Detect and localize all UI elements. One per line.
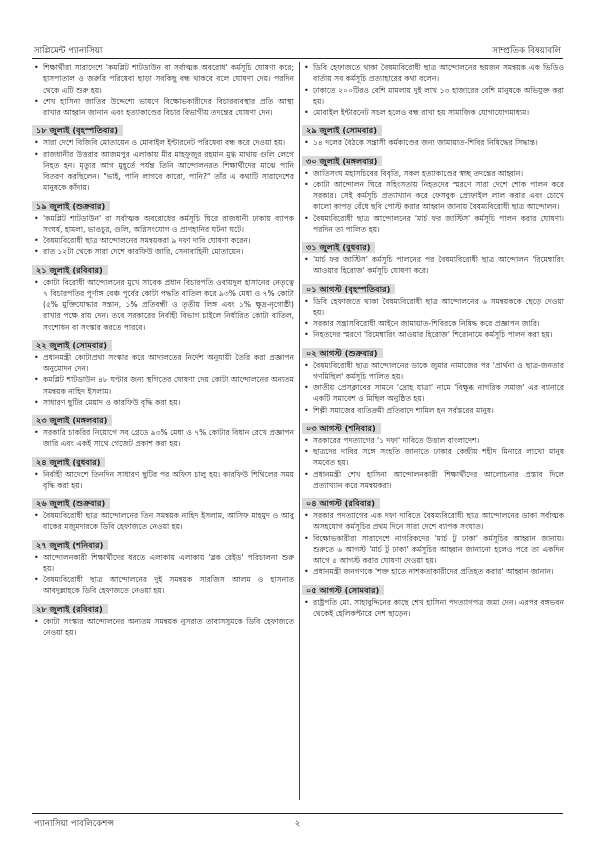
event-list	[32, 213, 294, 258]
event-list	[302, 168, 564, 236]
event-list	[302, 597, 564, 620]
event-item: • রাত ১২টা থেকে সারা দেশে কারফিউ জারি, সেনাবাহিনী মোতায়েন।	[32, 246, 294, 257]
date-heading: ২১ জুলাই (রবিবার)	[32, 265, 108, 276]
date-heading: ০১ আগস্ট (বৃহস্পতিবার)	[302, 284, 395, 295]
page-footer	[32, 813, 563, 830]
date-heading: ০৩ আগস্ট (শনিবার)	[302, 423, 381, 434]
event-item: • শিক্ষার্থীরা সারাদেশে 'কমপ্লিট শাটডাউন বা সর্বাত্মক অবরোধ' কর্মসূচি ঘোষণা করে; হাসপাতাল ও জরুরি পরিষেবা ছাড়া সবকিছু বন্ধ থাকবে বলে ঘোষণা দেয়। পরদিন থেকে এটি শুরু হয়।	[32, 62, 294, 96]
event-item: • রাজধানীর উত্তরার আজমপুর এলাকায় মীর মাহফুজুর রহমান মুগ্ধ মাথায় গুলি লেগে নিহত হন। মৃত্যুর আগ মুহূর্তে পর্যন্ত তিনি আন্দোলনরত শিক্ষার্থীদের মাঝে পানি বিতরণ করছিলেন। "ভাই, পানি লাগবে কারো, পানি?" তাঁর এ কথাটি সারাদেশের মানুষকে কাঁদায়।	[32, 149, 294, 194]
event-item: • কমপ্লিট শাটডাউন ৪৮ ঘণ্টার জন্য স্থগিতের ঘোষণা দেয় কোটা আন্দোলনের অন্যতম সমন্বয়ক নাহিদ ইসলাম।	[32, 374, 294, 397]
event-item: • বৈষম্যবিরোধী ছাত্র আন্দোলনের ডাকে জুমার নামাজের পর 'প্রার্থনা ও ছাত্র-জনতার গণমিছিল' কর্মসূচি পালিত হয়।	[302, 360, 564, 383]
event-item: • প্রধানমন্ত্রী জনগণকে 'শক্ত হাতে নাশকতাকারীদের প্রতিহত করার' আহ্বান জানান।	[302, 566, 564, 577]
event-item: • নির্বাহী আদেশে তিনদিন সাধারণ ছুটির পর অফিস চালু হয়। কারফিউ শিথিলের সময় বৃদ্ধি করা হয়।	[32, 469, 294, 492]
date-heading: ১৮ জুলাই (বৃহস্পতিবার)	[32, 125, 123, 136]
event-item: • 'কমপ্লিট শাটডাউন' বা সর্বাত্মক অবরোধের কর্মসূচি ঘিরে রাজধানী ঢাকায় ব্যাপক সংঘর্ষ, হামলা, ভাঙচুর, গুলি, অগ্নিসংযোগ ও প্রাণহানির ঘটনা ঘটে।	[32, 213, 294, 236]
event-item: • ১৪ দলের বৈঠকে সন্ত্রাসী কর্মকাণ্ডের জন্য জামায়াত-শিবির নিষিদ্ধের সিদ্ধান্ত।	[302, 137, 564, 148]
event-item: • জাতীয় প্রেসক্লাবের সামনে 'দ্রোহ যাত্রা' নামে 'বিক্ষুব্ধ নাগরিক সমাজ' এর ব্যানারে একটি সমাবেশ ও মিছিল অনুষ্ঠিত হয়।	[302, 382, 564, 405]
event-item: • ছাত্রদের দাবির সঙ্গে সংহতি জানাতে ঢাকার কেন্দ্রীয় শহীদ মিনারে লাখো মানুষ সমবেত হয়।	[302, 446, 564, 469]
event-item: • কোটা আন্দোলন ঘিরে সহিংসতায় নিহতদের স্মরণে সারা দেশে শোক পালন করে সরকার। সেই কর্মসূচি প্রত্যাখ্যান করে ফেসবুক প্রোফাইল লাল করার এবং চোখে কালো কাপড় বেঁধে ছবি পোস্ট করার আহ্বান জানায় বৈষম্যবিরোধী ছাত্র আন্দোলন।	[302, 179, 564, 213]
column-divider	[299, 62, 300, 800]
date-heading: ২৯ জুলাই (সোমবার)	[302, 125, 382, 136]
event-item: • বৈষম্যবিরোধী ছাত্র আন্দোলনের তিন সমন্বয়ক নাহিদ ইসলাম, আসিফ মাহমুদ ও আবু বাকের মজুমদারকে ডিবি হেফাজতে নেওয়া হয়।	[32, 510, 294, 533]
event-item: • মোবাইল ইন্টারনেট সচল হলেও বন্ধ রাখা হয় সামাজিক যোগাযোগমাধ্যম।	[302, 107, 564, 118]
event-list	[32, 277, 294, 333]
date-heading: ০৪ আগস্ট (রবিবার)	[302, 498, 380, 509]
event-item: • শিল্পী সমাজের ব্যতিক্রমী প্রতিবাদে শামিল হন সর্বস্তরের মানুষ।	[302, 405, 564, 416]
event-item: • নিহতদের স্মরণে 'রিমেম্বারিং আওয়ার হিরোজ' শিরোনামে কর্মসূচি পালন করা হয়।	[302, 329, 564, 340]
header-chapter-title: সাম্প্রতিক বিষয়াবলি	[492, 46, 561, 56]
event-list	[32, 616, 294, 639]
date-heading: ১৯ জুলাই (শুক্রবার)	[32, 201, 110, 212]
date-heading: ২৩ জুলাই (মঙ্গলবার)	[32, 415, 112, 426]
event-item: • কোটা বিরোধী আন্দোলনের মুখে সাবেক প্রধান বিচারপতি ওবায়দুল হাসানের নেতৃত্বে ৭ বিচারপতির পূর্ণাঙ্গ বেঞ্চ পূর্বের কোটা পদ্ধতি বাতিল করে ৯৩% মেধা ও ৭% কোটা (৫% মুক্তিযোদ্ধার সন্তান, ১% প্রতিবন্ধী ও তৃতীয় লিঙ্গ এবং ১% ক্ষুদ্র-নৃগোষ্ঠী) রাখার পক্ষে রায় দেন। তবে সরকারের নির্বাহী বিভাগ চাইলে নির্ধারিত কোটা বাতিল, সংশোধন বা সংস্কার করতে পারবে।	[32, 277, 294, 333]
event-list	[32, 469, 294, 492]
event-list	[302, 137, 564, 148]
event-list	[32, 62, 294, 118]
event-item: • রাষ্ট্রপতি মো. সাহাবুদ্দিনের কাছে শেখ হাসিনা পদত্যাগপত্র জমা দেন। এরপর বঙ্গভবন থেকেই হেলিকপ্টারে দেশ ছাড়েন।	[302, 597, 564, 620]
date-heading: ২৭ জুলাই (শনিবার)	[32, 540, 108, 551]
event-item: • বিক্ষোভকারীরা সারাদেশে নাগরিকদের 'মার্চ টু ঢাকা' কর্মসূচির আহ্বান জানায়। শুরুতে ৬ আগস্ট 'মার্চ টু ঢাকা' কর্মসূচির আহ্বান জানানো হলেও পরে তা একদিন আগে ৫ আগস্ট করার ঘোষণা দেওয়া হয়।	[302, 533, 564, 567]
event-item: • সরকারের পদত্যাগের '১ দফা' দাবিতে উত্তাল বাংলাদেশ।	[302, 435, 564, 446]
event-list	[302, 435, 564, 491]
date-heading: ২৬ জুলাই (শুক্রবার)	[32, 498, 110, 509]
event-list	[302, 254, 564, 277]
event-item: • সারা দেশে বিজিবি মোতায়েন ও মোবাইল ইন্টারনেট পরিষেবা বন্ধ করে দেওয়া হয়।	[32, 137, 294, 148]
event-item: • সরকার সন্ত্রাসবিরোধী আইনে জামায়াত-শিবিরকে নিষিদ্ধ করে প্রজ্ঞাপন জারি।	[302, 318, 564, 329]
event-item: • সাধারণ ছুটির মেয়াদ ও কারফিউ বৃদ্ধি করা হয়।	[32, 397, 294, 408]
date-heading: ৩০ জুলাই (মঙ্গলবার)	[302, 156, 382, 167]
event-item: • আন্দোলনকারী শিক্ষার্থীদের ধরতে এলাকায় এলাকায় 'ব্লক রেইড' পরিচালনা শুরু হয়।	[32, 552, 294, 575]
event-item: • শেখ হাসিনা জাতির উদ্দেশ্যে ভাষণে বিক্ষোভকারীদের বিচারব্যবস্থার প্রতি আস্থা রাখার আহ্বান জানান এবং হত্যাকাণ্ডের বিচার বিভাগীয় তদন্তের ঘোষণা দেন।	[32, 96, 294, 119]
event-item: • কোটা সংস্কার আন্দোলনের অন্যতম সমন্বয়ক নুসরাত তাবাসসুমকে ডিবি হেফাজতে নেওয়া হয়।	[32, 616, 294, 639]
event-item: • ঢাকাতে ২০০টিরও বেশি মামলায় দুই লাখ ১৩ হাজারের বেশি মানুষকে অভিযুক্ত করা হয়।	[302, 85, 564, 108]
date-heading: ৩১ জুলাই (বুধবার)	[302, 242, 375, 253]
page-header	[32, 44, 563, 59]
event-list	[302, 360, 564, 416]
event-list	[32, 427, 294, 450]
event-item: • বৈষম্যবিরোধী ছাত্র আন্দোলনের 'মার্চ ফর জাস্টিস' কর্মসূচি পালন করার ঘোষণা। পরদিন তা পালিত হয়।	[302, 213, 564, 236]
event-item: • প্রধানমন্ত্রী শেখ হাসিনা আন্দোলনকারী শিক্ষার্থীদের আলোচনার প্রস্তাব দিলে প্রত্যাখ্যান করে সমন্বয়করা।	[302, 469, 564, 492]
event-list	[32, 510, 294, 533]
event-item: • সরকার পদত্যাগের এক দফা দাবিতে বৈষম্যবিরোধী ছাত্র আন্দোলনের ডাকা সর্বাত্মক অসহযোগ কর্মসূচির প্রথম দিনে সারা দেশে ব্যাপক সংঘাত।	[302, 510, 564, 533]
event-item: • বৈষম্যবিরোধী ছাত্র আন্দোলনের সমন্বয়করা ৯ দফা দাবি ঘোষণা করেন।	[32, 235, 294, 246]
event-item: • প্রধানমন্ত্রী কোটাপ্রথা সংস্কার করে আদালতের নির্দেশ অনুযায়ী তৈরি করা প্রজ্ঞাপন অনুমোদন দেন।	[32, 352, 294, 375]
event-list	[32, 552, 294, 597]
event-item: • ডিবি হেফাজতে থাকা বৈষম্যবিরোধী ছাত্র আন্দোলনের ছয়জন সমন্বয়ক এক ভিডিও বার্তায় সব কর্মসূচি প্রত্যাহারের কথা বলেন।	[302, 62, 564, 85]
footer-publisher: প্যানাসিয়া পাবলিকেশন্স	[34, 819, 115, 829]
header-book-title: সাপ্লিমেন্ট প্যানাসিয়া	[34, 46, 103, 56]
date-heading: ০২ আগস্ট (শুক্রবার)	[302, 348, 383, 359]
event-list	[302, 62, 564, 118]
right-column	[302, 62, 564, 800]
content-columns	[32, 62, 564, 800]
left-column	[32, 62, 294, 800]
page-number: ২	[294, 819, 301, 829]
event-list	[32, 352, 294, 408]
event-item: • 'মার্চ ফর জাস্টিস' কর্মসূচি পালনের পর বৈষম্যবিরোধী ছাত্র আন্দোলন 'রিমেম্বারিং আওয়ার হিরোজ' কর্মসূচি ঘোষণা করে।	[302, 254, 564, 277]
date-heading: ২৪ জুলাই (বুধবার)	[32, 457, 105, 468]
event-list	[302, 510, 564, 578]
event-list	[302, 296, 564, 341]
event-list	[32, 137, 294, 193]
event-item: • ডিবি হেফাজতে থাকা বৈষম্যবিরোধী ছাত্র আন্দোলনের ৬ সমন্বয়ককে ছেড়ে দেওয়া হয়।	[302, 296, 564, 319]
event-item: • সরকারি চাকরির নিয়োগে সব গ্রেডে ৯৩% মেধা ও ৭% কোটার বিধান রেখে প্রজ্ঞাপন জারি এবং একই সাথে গেজেট প্রকাশ করা হয়।	[32, 427, 294, 450]
event-item: • বৈষম্যবিরোধী ছাত্র আন্দোলনের দুই সমন্বয়ক সারজিস আলম ও হাসনাত আবদুল্লাহকে ডিবি হেফাজতে নেওয়া হয়।	[32, 574, 294, 597]
date-heading: ২৮ জুলাই (রবিবার)	[32, 604, 108, 615]
date-heading: ০৫ আগস্ট (সোমবার)	[302, 585, 384, 596]
date-heading: ২২ জুলাই (সোমবার)	[32, 340, 112, 351]
event-item: • জাতিসংঘ মহাসচিবের বিবৃতি, সকল হত্যাকাণ্ডের স্বচ্ছ তদন্তের আহ্বান।	[302, 168, 564, 179]
